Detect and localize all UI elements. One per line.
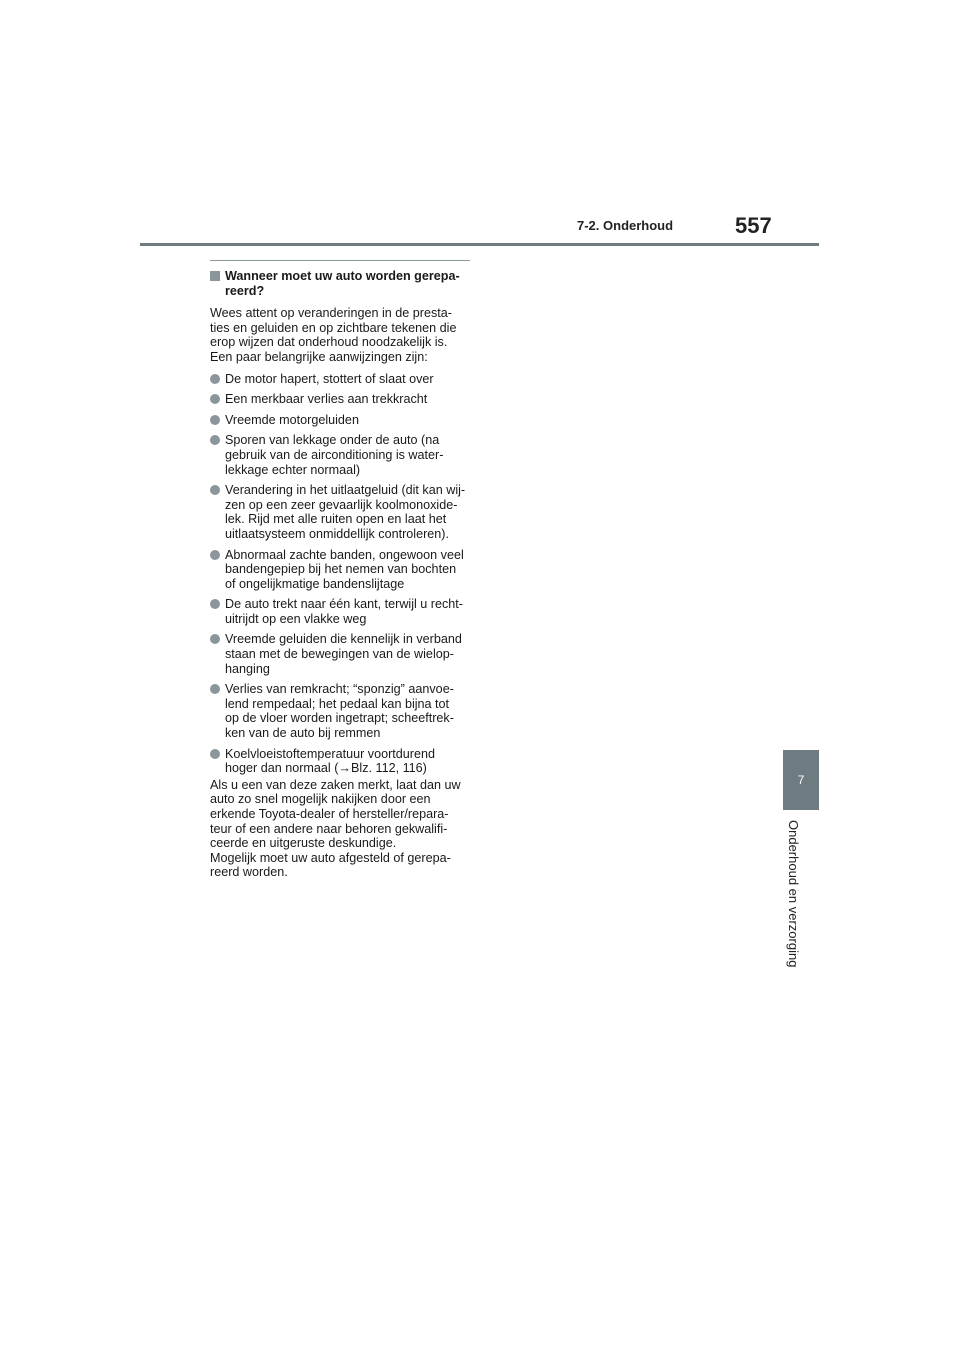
main-content: [210, 260, 470, 893]
bullet-dot-icon: [210, 394, 220, 404]
section-heading: [210, 269, 470, 298]
page-number: 557: [735, 213, 772, 238]
list-item: [210, 597, 470, 626]
list-item-text: Koelvloeistoftemperatuur voortdurend hoger dan normaal (→Blz. 112, 116): [225, 746, 436, 776]
list-item-text: De auto trekt naar één kant, terwijl u recht- uitrijdt op een vlakke weg: [225, 597, 463, 626]
bullet-dot-icon: [210, 550, 220, 560]
bullet-dot-icon: [210, 485, 220, 495]
bullet-dot-icon: [210, 684, 220, 694]
list-item: [210, 372, 470, 387]
list-item: [210, 632, 470, 676]
header-divider: [140, 243, 819, 246]
closing-paragraph: Als u een van deze zaken merkt, laat dan uw auto zo snel mogelijk nakijken door een erkende Toyota-dealer of hersteller/repara- teur of een andere naar behoren gekwalifi- ceerde en uitgeruste deskundige. Mogelijk moet uw auto afgesteld of gerepa- reerd worden.: [210, 777, 461, 880]
list-item-text: Verandering in het uitlaatgeluid (dit kan wij- zen op een zeer gevaarlijk koolmonoxide- lek. Rijd met alle ruiten open en laat het uitlaatsysteem onmiddellijk controleren).: [225, 483, 466, 541]
chapter-label: Onderhoud en verzorging: [786, 820, 801, 968]
list-item-text: Vreemde motorgeluiden: [225, 412, 359, 427]
section-divider: [210, 260, 470, 261]
intro-paragraph: Wees attent op veranderingen in de presta- ties en geluiden en op zichtbare tekenen die erop wijzen dat onderhoud noodzakelijk is. Een paar belangrijke aanwijzingen zijn:: [210, 306, 457, 364]
list-item: [210, 747, 470, 776]
list-item: [210, 483, 470, 541]
list-item-text: Sporen van lekkage onder de auto (na gebruik van de airconditioning is water- lekkage echter normaal): [225, 433, 444, 477]
bullet-dot-icon: [210, 435, 220, 445]
heading-text: Wanneer moet uw auto worden gerepa- reerd?: [225, 269, 460, 298]
list-item: [210, 548, 470, 592]
bullet-dot-icon: [210, 634, 220, 644]
bullet-dot-icon: [210, 749, 220, 759]
bullet-dot-icon: [210, 374, 220, 384]
symptom-list: [210, 372, 470, 776]
square-bullet-icon: [210, 271, 220, 281]
list-item-text: Abnormaal zachte banden, ongewoon veel bandengepiep bij het nemen van bochten of ongelijkmatige bandenslijtage: [225, 547, 464, 591]
list-item: [210, 413, 470, 428]
list-item: [210, 682, 470, 740]
list-item-text: Vreemde geluiden die kennelijk in verband staan met de bewegingen van de wielop- hanging: [225, 632, 462, 676]
list-item: [210, 433, 470, 477]
list-item-text: Verlies van remkracht; “sponzig” aanvoe- lend rempedaal; het pedaal kan bijna tot op de vloer worden ingetrapt; scheeftrek- ken van de auto bij remmen: [225, 682, 454, 741]
list-item-text: Een merkbaar verlies aan trekkracht: [225, 392, 428, 407]
chapter-number: 7: [797, 773, 805, 787]
list-item-text: De motor hapert, stottert of slaat over: [225, 371, 434, 386]
list-item: [210, 392, 470, 407]
bullet-dot-icon: [210, 599, 220, 609]
bullet-dot-icon: [210, 415, 220, 425]
section-title: 7-2. Onderhoud: [577, 218, 674, 233]
chapter-tab: [783, 750, 819, 810]
